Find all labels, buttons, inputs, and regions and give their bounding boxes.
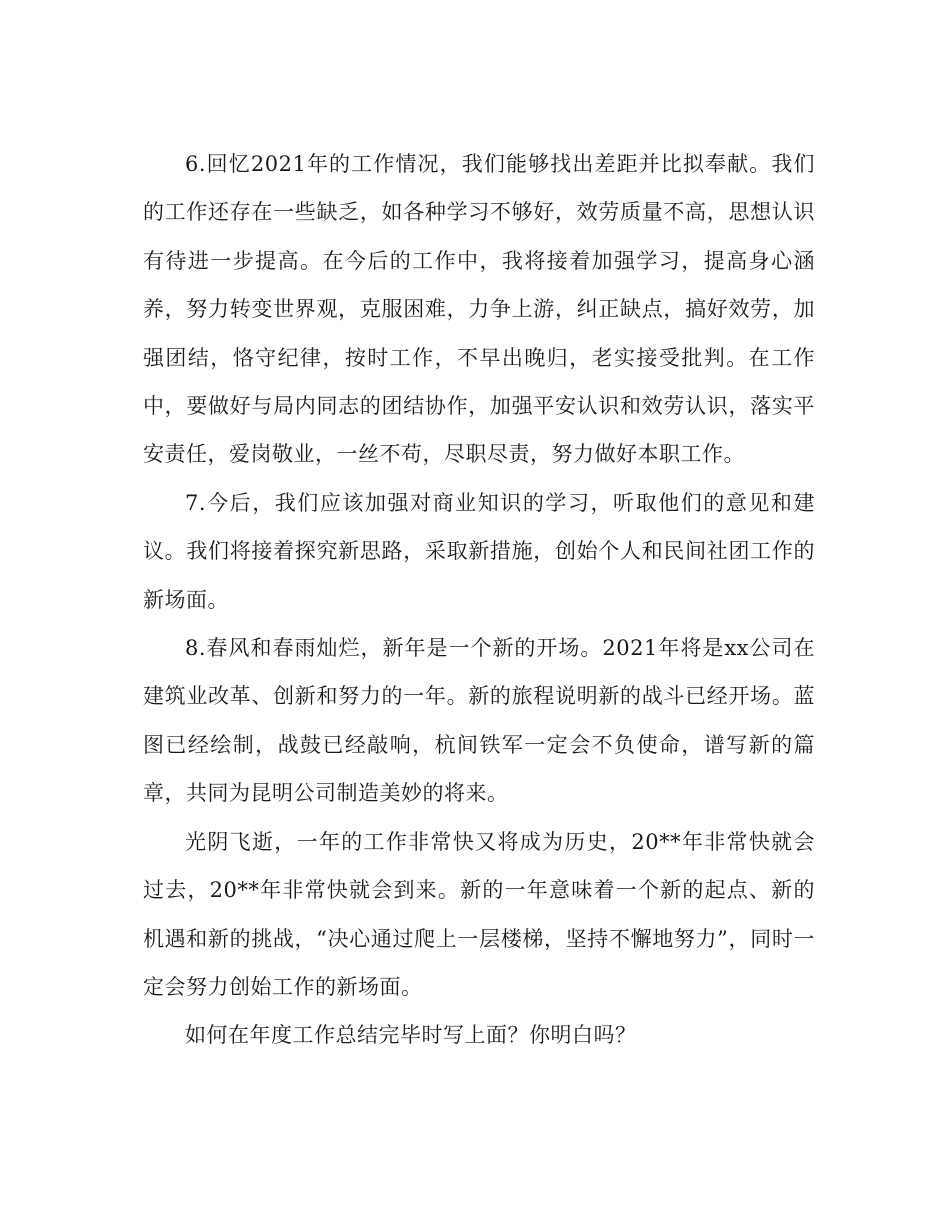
paragraph-time-flies: 光阴飞逝，一年的工作非常快又将成为历史，20**年非常快就会过去，20**年非常快就会到来。新的一年意味着一个新的起点、新的机遇和新的挑战，“决心通过爬上一层楼梯，坚持不懈地努力”，同时一定会努力创始工作的新场面。 — [143, 829, 815, 999]
paragraph-closing-question: 如何在年度工作总结完毕时写上面？你明白吗？ — [185, 1023, 637, 1048]
paragraph-6: 6.回忆2021年的工作情况，我们能够找出差距并比拟奉献。我们的工作还存在一些缺乏，如各种学习不够好，效劳质量不高，思想认识有待进一步提高。在今后的工作中，我将接着加强学习，提高身心涵养，努力转变世界观，克服困难，力争上游，纠正缺点，搞好效劳，加强团结，恪守纪律，按时工作，不早出晚归，老实接受批判。在工作中，要做好与局内同志的团结协作，加强平安认识和效劳认识，落实平安责任，爱岗敬业，一丝不苟，尽职尽责，努力做好本职工作。 — [143, 152, 815, 467]
document-body — [143, 140, 815, 1060]
paragraph-8: 8.春风和春雨灿烂，新年是一个新的开场。2021年将是xx公司在建筑业改革、创新和努力的一年。新的旅程说明新的战斗已经开场。蓝图已经绘制，战鼓已经敲响，杭间铁军一定会不负使命，谱写新的篇章，共同为昆明公司制造美妙的将来。 — [143, 636, 815, 806]
paragraph-7: 7.今后，我们应该加强对商业知识的学习，听取他们的意见和建议。我们将接着探究新思路，采取新措施，创始个人和民间社团工作的新场面。 — [143, 490, 815, 612]
